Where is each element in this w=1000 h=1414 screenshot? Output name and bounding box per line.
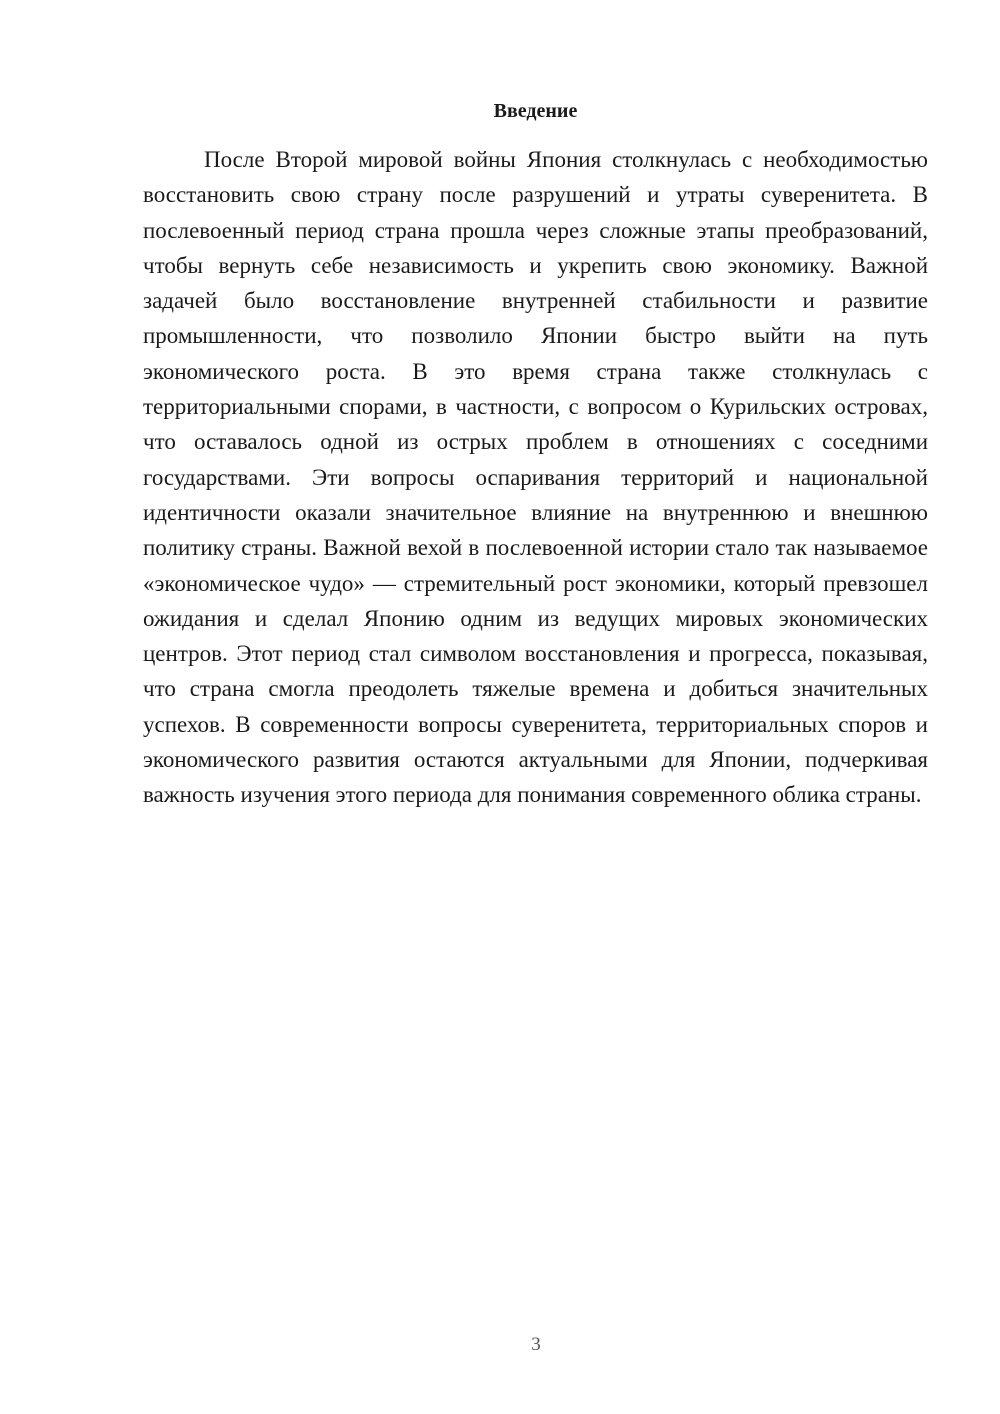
page-number: 3 [531, 1334, 541, 1355]
body-paragraph: После Второй мировой войны Япония столкнулась с необходимостью восстановить свою страну после разрушений и утраты суверенитета. В послевоенный период страна прошла через сложные этапы преобразований, чтобы вернуть себе независимость и укрепить свою экономику. Важной задачей было восстановление внутренней стабильности и развитие промышленности, что позволило Японии быстро выйти на путь экономического роста. В это время страна также столкнулась с территориальными спорами, в частности, с вопросом о Курильских островах, что оставалось одной из острых проблем в отношениях с соседними государствами. Эти вопросы оспаривания территорий и национальной идентичности оказали значительное влияние на внутреннюю и внешнюю политику страны. Важной вехой в послевоенной истории стало так называемое «экономическое чудо» — стремительный рост экономики, который превзошел ожидания и сделал Японию одним из ведущих мировых экономических центров. Этот период стал символом восстановления и прогресса, показывая, что страна смогла преодолеть тяжелые времена и добиться значительных успехов. В современности вопросы суверенитета, территориальных споров и экономического развития остаются актуальными для Японии, подчеркивая важность изучения этого периода для понимания современного облика страны. [143, 147, 928, 808]
section-heading: Введение [493, 100, 578, 122]
